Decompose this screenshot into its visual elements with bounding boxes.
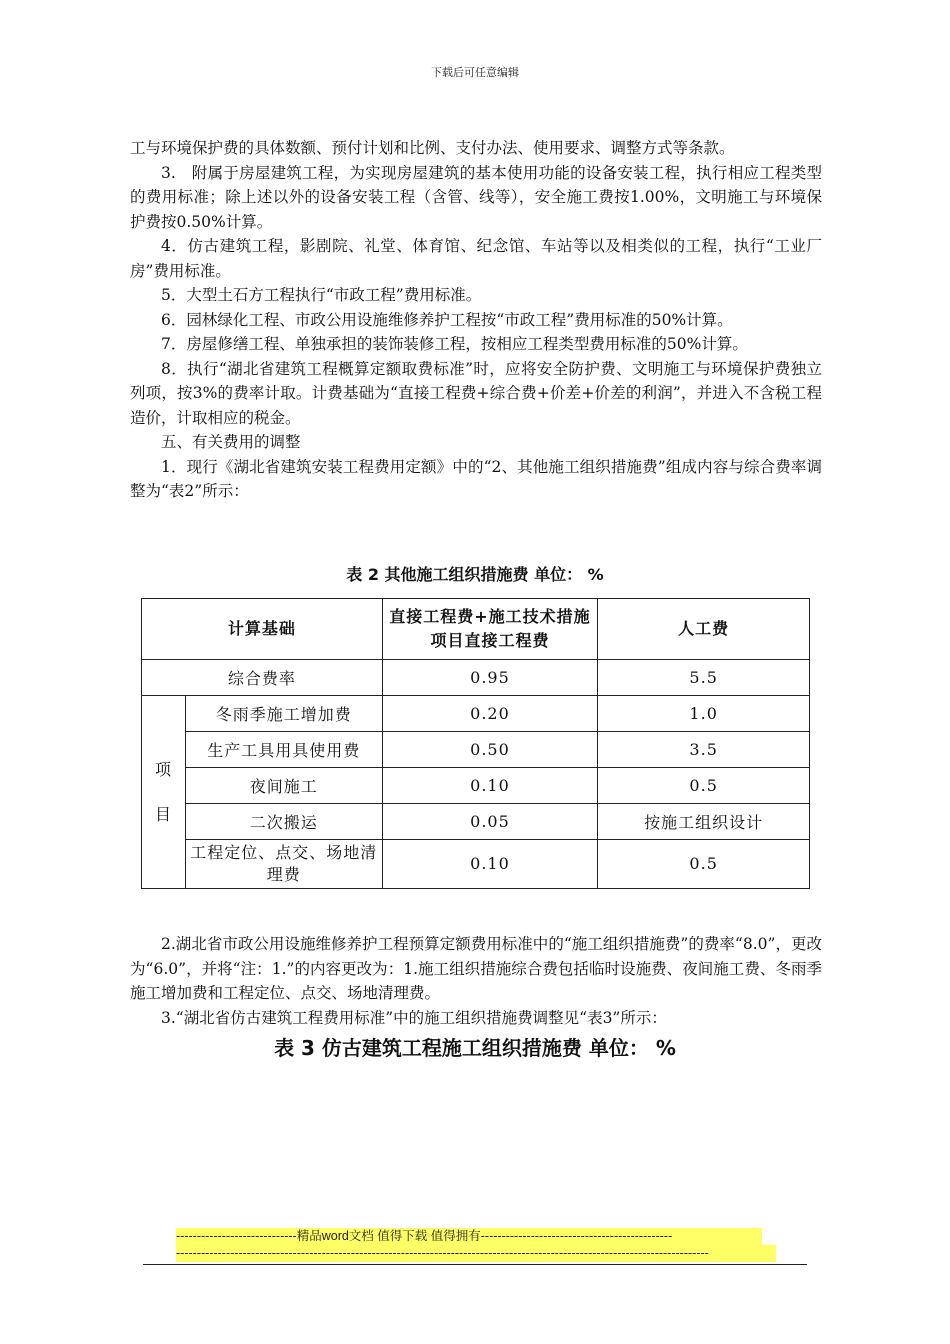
paragraph: 7．房屋修缮工程、单独承担的装饰装修工程，按相应工程类型费用标准的50%计算。 — [161, 335, 748, 353]
paragraph: 4．仿古建筑工程，影剧院、礼堂、体育馆、纪念馆、车站等以及相类似的工程，执行“工业厂房”费用标准。 — [130, 237, 822, 280]
paragraph: 5．大型土石方工程执行“市政工程”费用标准。 — [161, 286, 482, 304]
table-header-row — [142, 599, 810, 660]
paragraph: 3.“湖北省仿古建筑工程费用标准”中的施工组织措施费调整见“表3”所示： — [161, 1008, 667, 1027]
cell-label: 二次搬运 — [185, 804, 382, 840]
cell-value: 0.5 — [598, 840, 810, 889]
cell-value: 0.95 — [382, 660, 598, 696]
paragraph: 8．执行“湖北省建筑工程概算定额取费标准”时，应将安全防护费、文明施工与环境保护费独立列项，按3%的费率计取。计费基础为“直接工程费+综合费+价差+价差的利润”，并进入不含税工程造价，计取相应的税金。 — [130, 359, 822, 427]
header-col2: 人工费 — [598, 599, 810, 660]
table-row — [142, 768, 810, 804]
table-row-overall — [142, 660, 810, 696]
cell-value: 0.05 — [382, 804, 598, 840]
cell-label: 综合费率 — [142, 660, 383, 696]
table2 — [141, 598, 810, 889]
group-label — [142, 696, 186, 889]
paragraph: 2.湖北省市政公用设施维修养护工程预算定额费用标准中的“施工组织措施费”的费率“8.0”，更改为“6.0”，并将“注：1.”的内容更改为：1.施工组织措施综合费包括临时设施费、夜间施工费、冬雨季施工增加费和工程定位、点交、场地清理费。 — [130, 935, 822, 1002]
cell-value: 0.10 — [382, 768, 598, 804]
footer-rule — [143, 1264, 807, 1265]
cell-value: 3.5 — [598, 732, 810, 768]
cell-label: 夜间施工 — [185, 768, 382, 804]
cell-value: 按施工组织设计 — [598, 804, 810, 840]
header-col1: 直接工程费+施工技术措施项目直接工程费 — [382, 599, 598, 660]
cell-value: 0.5 — [598, 768, 810, 804]
paragraph: 1．现行《湖北省建筑安装工程费用定额》中的“2、其他施工组织措施费”组成内容与综合费率调整为“表2”所示： — [130, 457, 822, 500]
cell-value: 0.20 — [382, 696, 598, 732]
cell-value: 0.50 — [382, 732, 598, 768]
page-footer — [176, 1228, 776, 1262]
body-text-2 — [130, 932, 822, 1030]
footer-line: -------------------------------------------------------------------------------------------------------------------------------- — [176, 1245, 776, 1262]
paragraph: 3. 附属于房屋建筑工程，为实现房屋建筑的基本使用功能的设备安装工程，执行相应工程类型的费用标准；除上述以外的设备安装工程（含管、线等），安全施工费按1.00%，文明施工与环境保护费按0.50%计算。 — [130, 163, 822, 231]
cell-label: 生产工具用具使用费 — [185, 732, 382, 768]
table2-title: 表 2 其他施工组织措施费 单位： % — [346, 565, 604, 584]
cell-value: 0.10 — [382, 840, 598, 889]
paragraph: 工与环境保护费的具体数额、预付计划和比例、支付办法、使用要求、调整方式等条款。 — [130, 139, 735, 157]
footer-line: -----------------------------精品word文档 值得下载 值得拥有---------------------------------------------- — [176, 1228, 762, 1245]
paragraph: 6．园林绿化工程、市政公用设施维修养护工程按“市政工程”费用标准的50%计算。 — [161, 310, 733, 329]
table3-title: 表 3 仿古建筑工程施工组织措施费 单位： % — [274, 1036, 676, 1060]
group-label-char: 目 — [154, 805, 172, 824]
header-basis: 计算基础 — [142, 599, 383, 660]
table-row — [142, 804, 810, 840]
table-row — [142, 696, 810, 732]
page-header: 下载后可任意编辑 — [431, 66, 519, 79]
body-text — [130, 136, 822, 504]
table-row — [142, 840, 810, 889]
group-label-char: 项 — [154, 760, 172, 779]
cell-value: 5.5 — [598, 660, 810, 696]
section-heading: 五、有关费用的调整 — [161, 433, 301, 451]
table-row — [142, 732, 810, 768]
cell-value: 1.0 — [598, 696, 810, 732]
cell-label: 冬雨季施工增加费 — [185, 696, 382, 732]
cell-label: 工程定位、点交、场地清理费 — [185, 840, 382, 889]
